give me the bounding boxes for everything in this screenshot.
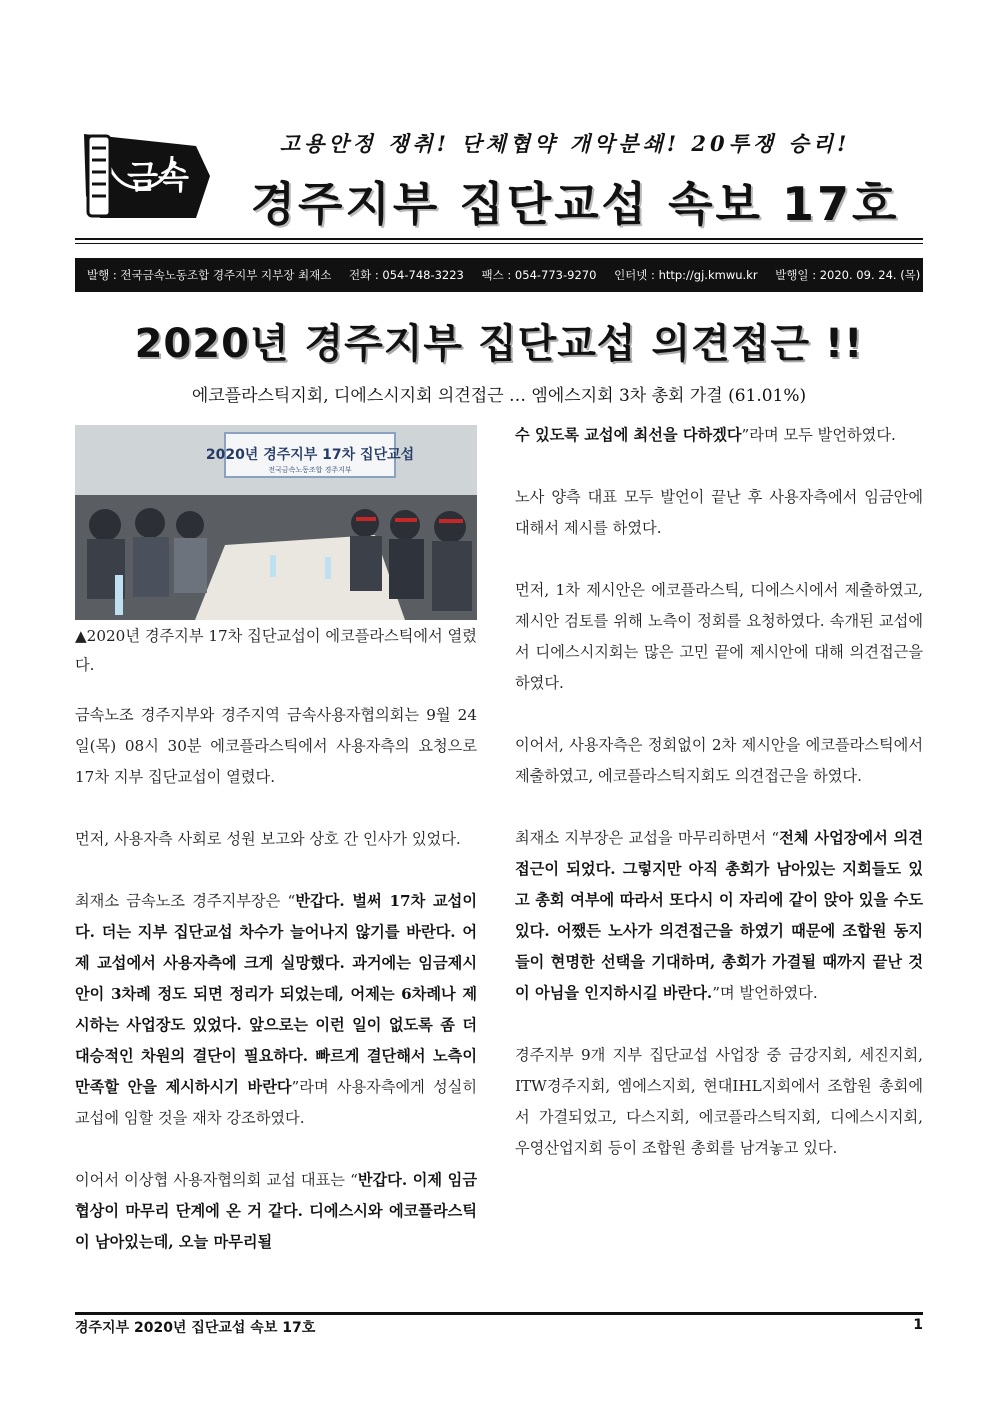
left-paragraph-4: 이어서 이상협 사용자협의회 교섭 대표는 “반갑다. 이제 임금협상이 마무리 단계에 온 거 같다. 디에스시와 에코플라스틱이 남아있는데, 오늘 마무리될 [75,1171,478,1251]
article-subheadline: 에코플라스틱지회, 디에스시지회 의견접근 … 엠에스지회 3차 총회 가결 (61.01%) [191,386,807,406]
right-paragraph-2: 노사 양측 대표 모두 발언이 끝난 후 사용자측에서 임금안에 대해서 제시를 하였다. [515,488,923,537]
union-logo [78,126,216,226]
page-number: 1 [913,1317,923,1333]
article-right-column [515,420,923,1195]
right-paragraph-3: 먼저, 1차 제시안은 에코플라스틱, 디에스시에서 제출하였고, 제시안 검토를 위해 노측이 정회를 요청하였다. 속개된 교섭에서 디에스시지회는 많은 고민 끝에 제시안에 대해 의견접근을 하였다. [515,581,923,692]
internet-info: 인터넷 : http://gj.kmwu.kr [614,268,758,282]
left-paragraph-2: 먼저, 사용자측 사회로 성원 보고와 상호 간 인사가 있었다. [75,830,461,848]
publication-info-bar [75,258,923,292]
date-info: 발행일 : 2020. 09. 24. (목) [775,268,921,282]
right-paragraph-5: 최재소 지부장은 교섭을 마무리하면서 “전체 사업장에서 의견접근이 되었다. 그렇지만 아직 총회가 남아있는 지회들도 있고 총회 여부에 따라서 또다시 이 자리에 같이 앉아 있을 수도 있다. 어쨌든 노사가 의견접근을 하였기 때문에 조합원 동지들이 현명한 선택을 기대하며, 총회가 가결될 때까지 끝난 것이 아님을 인지하시길 바란다.”며 발언하였다. [515,829,923,1002]
footer-divider [75,1312,923,1315]
right-paragraph-4: 이어서, 사용자측은 정회없이 2차 제시안을 에코플라스틱에서 제출하였고, 에코플라스틱지회도 의견접근을 하였다. [515,736,923,785]
logo-text: 금속 [127,158,189,196]
meeting-photo [75,425,477,620]
header-divider [75,238,923,244]
slogan: 고용안정 쟁취! 단체협약 개악분쇄! 20투쟁 승리! [279,131,851,156]
right-paragraph-1: 수 있도록 교섭에 최선을 다하겠다”라며 모두 발언하였다. [515,426,896,444]
footer-title: 경주지부 2020년 집단교섭 속보 17호 [75,1320,316,1336]
phone-info: 전화 : 054-748-3223 [349,268,464,282]
publisher-info: 발행 : 전국금속노동조합 경주지부 지부장 최재소 [87,268,332,282]
photo-banner-sub: 전국금속노동조합 경주지부 [268,466,352,474]
right-paragraph-6: 경주지부 9개 지부 집단교섭 사업장 중 금강지회, 세진지회, ITW경주지회, 엠에스지회, 현대IHL지회에서 조합원 총회에서 가결되었고, 다스지회, 에코플라스틱지회, 디에스시지회, 우영산업지회 등이 조합원 총회를 남겨놓고 있다. [515,1046,923,1157]
article-headline: 2020년 경주지부 집단교섭 의견접근 !! [134,321,864,367]
quote-branch-chief: 반갑다. 벌써 17차 교섭이다. 더는 지부 집단교섭 차수가 늘어나지 않기를 바란다. 어제 교섭에서 사용자측에 크게 실망했다. 과거에는 임금제시 안이 3차례 정도 되면 정리가 되었는데, 어제는 6차례나 제시하는 사업장도 있었다. 앞으로는 이런 일이 없도록 좀 더 대승적인 차원의 결단이 필요하다. 빠르게 결단해서 노측이 만족할 안을 제시하시기 바란다 [75,892,477,1096]
quote-closing: 전체 사업장에서 의견접근이 되었다. 그렇지만 아직 총회가 남아있는 지회들도 있고 총회 여부에 따라서 또다시 이 자리에 같이 앉아 있을 수도 있다. 어쨌든 노사가 의견접근을 하였기 때문에 조합원 동지들이 현명한 선택을 기대하며, 총회가 가결될 때까지 끝난 것이 아님을 인지하시길 바란다. [515,829,923,1002]
left-paragraph-3: 최재소 금속노조 경주지부장은 “반갑다. 벌써 17차 교섭이다. 더는 지부 집단교섭 차수가 늘어나지 않기를 바란다. 어제 교섭에서 사용자측에 크게 실망했다. 과거에는 임금제시 안이 3차례 정도 되면 정리가 되었는데, 어제는 6차례나 제시하는 사업장도 있었다. 앞으로는 이런 일이 없도록 좀 더 대승적인 차원의 결단이 필요하다. 빠르게 결단해서 노측이 만족할 안을 제시하시기 바란다”라며 사용자측에게 성실히 교섭에 임할 것을 재차 강조하였다. [75,892,477,1127]
quote-employer-rep: 반갑다. 이제 임금협상이 마무리 단계에 온 거 같다. 디에스시와 에코플라스틱이 남아있는데, 오늘 마무리될 [75,1171,478,1251]
article-left-column [75,700,477,1289]
newsletter-title: 경주지부 집단교섭 속보 17호 [250,177,900,231]
fax-info: 팩스 : 054-773-9270 [481,268,597,282]
left-paragraph-1: 금속노조 경주지부와 경주지역 금속사용자협의회는 9월 24일(목) 08시 30분 에코플라스틱에서 사용자측의 요청으로 17차 지부 집단교섭이 열렸다. [75,706,477,786]
photo-caption: ▲2020년 경주지부 17차 집단교섭이 에코플라스틱에서 열렸다. [75,627,477,674]
photo-banner-text: 2020년 경주지부 17차 집단교섭 [205,447,415,463]
quote-employer-rep-cont: 수 있도록 교섭에 최선을 다하겠다 [515,426,742,444]
